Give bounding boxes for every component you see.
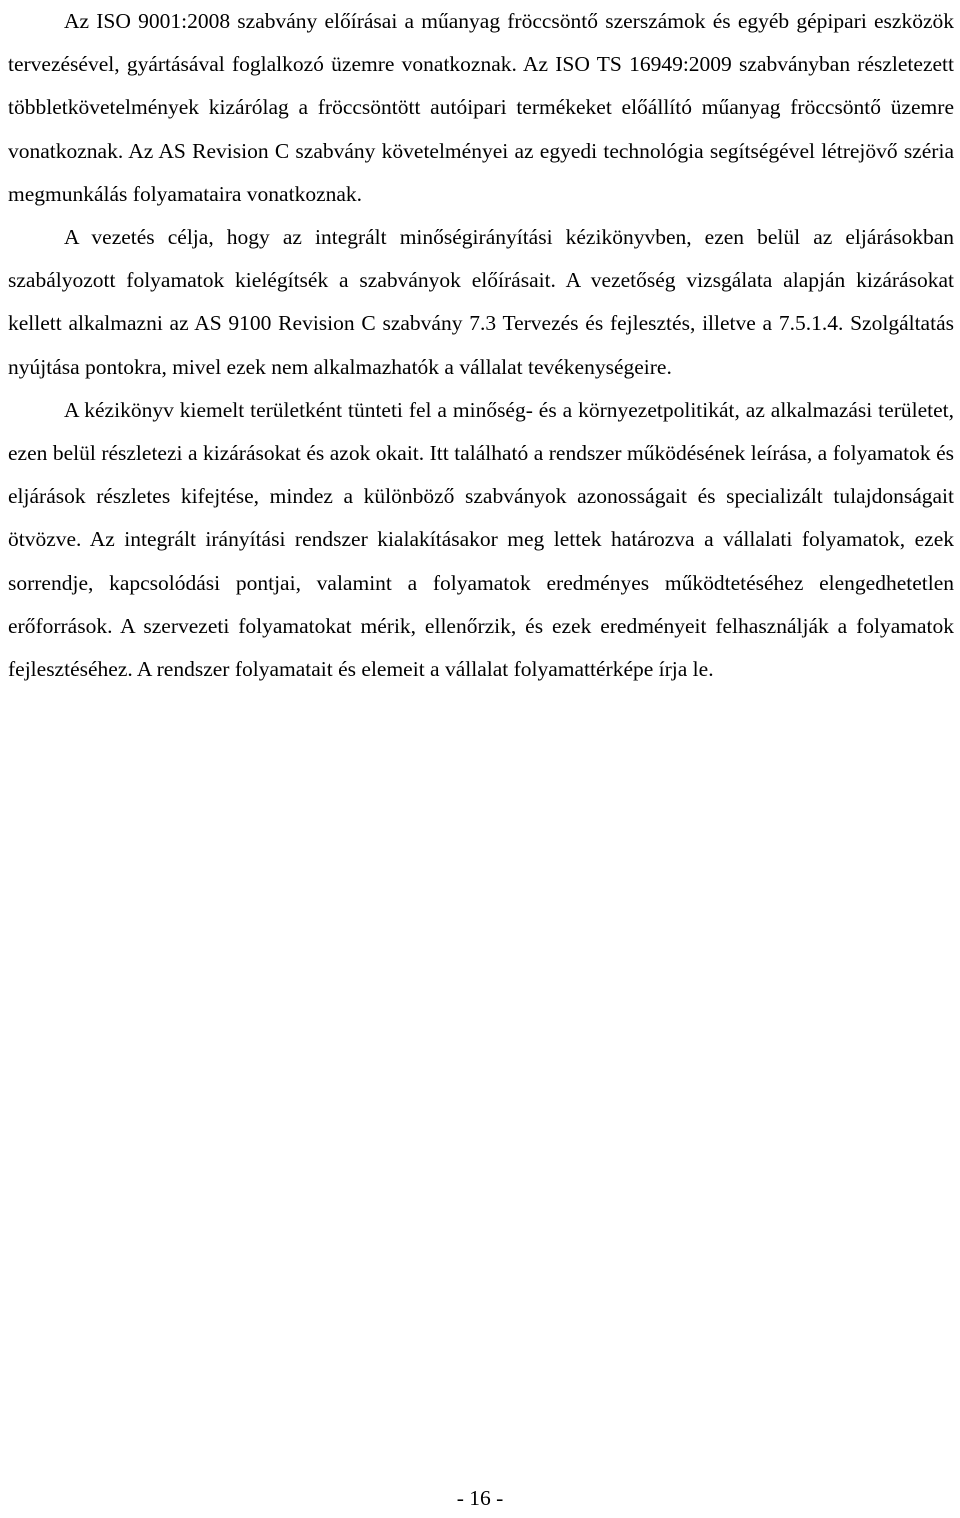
paragraph-standards-scope: Az ISO 9001:2008 szabvány előírásai a műanyag fröccsöntő szerszámok és egyéb gépipari eszközök tervezésével, gyártásával foglalkozó üzemre vonatkoznak. Az ISO TS 16949:2009 szabványban részletezett többletkövetelmények kizárólag a fröccsöntött autóipari termékeket előállító műanyag fröccsöntő üzemre vonatkoznak. Az AS Revision C szabvány követelményei az egyedi technológia segítségével létrejövő széria megmunkálás folyamataira vonatkoznak. xyxy=(8,9,954,206)
document-page xyxy=(8,0,954,691)
paragraph-handbook-contents: A kézikönyv kiemelt területként tünteti fel a minőség- és a környezetpolitikát, az alkalmazási területet, ezen belül részletezi a kizárásokat és azok okait. Itt található a rendszer működésének leírása, a folyamatok és eljárások részletes kifejtése, mindez a különböző szabványok azonosságait és specializált tulajdonságait ötvözve. Az integrált irányítási rendszer kialakításakor meg lettek határozva a vállalati folyamatok, ezek sorrendje, kapcsolódási pontjai, valamint a folyamatok eredményes működtetéséhez elengedhetetlen erőforrások. A szervezeti folyamatokat mérik, ellenőrzik, és ezek eredményeit felhasználják a folyamatok fejlesztéséhez. A rendszer folyamatait és elemeit a vállalat folyamattérképe írja le. xyxy=(8,397,954,682)
paragraph-management-goals: A vezetés célja, hogy az integrált minőségirányítási kézikönyvben, ezen belül az eljárásokban szabályozott folyamatok kielégítsék a szabványok előírásait. A vezetőség vizsgálata alapján kizárásokat kellett alkalmazni az AS 9100 Revision C szabvány 7.3 Tervezés és fejlesztés, illetve a 7.5.1.4. Szolgáltatás nyújtása pontokra, mivel ezek nem alkalmazhatók a vállalat tevékenységeire. xyxy=(8,225,954,379)
page-number: - 16 - xyxy=(456,1486,504,1510)
